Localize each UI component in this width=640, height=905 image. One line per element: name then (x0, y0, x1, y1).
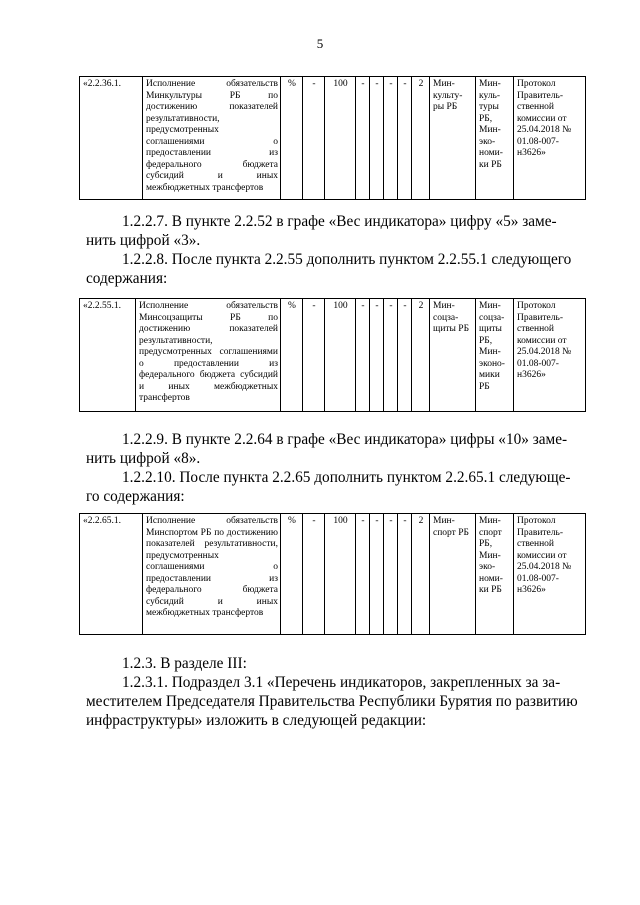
paragraph-line: местителем Председателя Правительства Республики Бурятия по развитию (86, 693, 578, 710)
weight-cell: 2 (412, 514, 430, 635)
paragraph-line: нить цифрой «8». (86, 450, 201, 467)
paragraph-line: го содержания: (86, 488, 185, 505)
paragraph-line: 1.2.3.1. Подраздел 3.1 «Перечень индикаторов, закрепленных за за- (122, 674, 561, 691)
weight-cell: 2 (412, 299, 430, 412)
co-executors-cell: Мин-спорт РБ, Мин-эко-номи-ки РБ (476, 514, 514, 635)
value-cell: - (303, 514, 325, 635)
value-cell: - (370, 77, 384, 200)
responsible-cell: Мин-культу-ры РБ (430, 77, 476, 200)
value-cell: - (398, 299, 412, 412)
indicator-table-2-2-55-1 (79, 298, 586, 412)
paragraph-line: 1.2.2.7. В пункте 2.2.52 в графе «Вес индикатора» цифру «5» заме- (122, 213, 557, 230)
amendment-paragraph (86, 430, 586, 506)
page-number: 5 (316, 36, 324, 51)
value-cell: - (356, 299, 370, 412)
indicator-table-2-2-65-1 (79, 513, 586, 635)
unit-cell: % (281, 77, 303, 200)
paragraph-line: 1.2.3. В разделе III: (122, 655, 247, 672)
paragraph-line: инфраструктуры» изложить в следующей редакции: (86, 712, 427, 729)
paragraph-line: 1.2.2.9. В пункте 2.2.64 в графе «Вес индикатора» цифры «10» заме- (122, 431, 568, 448)
value-cell: - (356, 514, 370, 635)
unit-cell: % (281, 514, 303, 635)
co-executors-cell: Мин-куль-туры РБ, Мин-эко-номи-ки РБ (476, 77, 514, 200)
indicator-table-2-2-36-1 (79, 76, 586, 200)
basis-document-cell: Протокол Правитель-ственной комиссии от 25.04.2018 № 01.08-007-н3626» (514, 514, 586, 635)
item-number-cell: «2.2.65.1. (80, 514, 143, 635)
paragraph-line: 1.2.2.8. После пункта 2.2.55 дополнить пунктом 2.2.55.1 следующего (122, 251, 572, 268)
co-executors-cell: Мин-соцза-щиты РБ, Мин-эконо-мики РБ (476, 299, 514, 412)
value-cell: 100 (325, 77, 356, 200)
value-cell: - (370, 514, 384, 635)
responsible-cell: Мин-спорт РБ (430, 514, 476, 635)
value-cell: - (384, 514, 398, 635)
item-number-cell: «2.2.36.1. (80, 77, 143, 200)
responsible-cell: Мин-соцза-щиты РБ (430, 299, 476, 412)
value-cell: - (370, 299, 384, 412)
paragraph-line: содержания: (86, 270, 168, 287)
weight-cell: 2 (412, 77, 430, 200)
indicator-name-cell: Исполнение обязательств Минсоцзащиты РБ по достижению показателей результативности, предусмотренных соглашениями о предоставлении из федерального бюджета субсидий и иных межбюджетных трансфертов (136, 299, 281, 412)
value-cell: - (384, 77, 398, 200)
value-cell: - (398, 514, 412, 635)
value-cell: - (303, 77, 325, 200)
value-cell: - (356, 77, 370, 200)
basis-document-cell: Протокол Правитель-ственной комиссии от 25.04.2018 № 01.08-007-н3626» (514, 77, 586, 200)
paragraph-line: 1.2.2.10. После пункта 2.2.65 дополнить пунктом 2.2.65.1 следующе- (122, 469, 571, 486)
amendment-paragraph (86, 212, 586, 288)
value-cell: - (303, 299, 325, 412)
basis-document-cell: Протокол Правитель-ственной комиссии от 25.04.2018 № 01.08-007-н3626» (514, 299, 586, 412)
unit-cell: % (281, 299, 303, 412)
indicator-name-cell: Исполнение обязательств Минспортом РБ по достижению показателей результативности, предусмотренных соглашениями о предоставлении из федерального бюджета субсидий и иных межбюджетных трансфертов (143, 514, 281, 635)
table-row (80, 514, 586, 635)
value-cell: 100 (325, 514, 356, 635)
table-row (80, 77, 586, 200)
table-row (80, 299, 586, 412)
indicator-name-cell: Исполнение обязательств Минкультуры РБ по достижению показателей результативности, предусмотренных соглашениями о предоставлении из федерального бюджета субсидий и иных межбюджетных трансфертов (143, 77, 281, 200)
paragraph-line: нить цифрой «3». (86, 232, 201, 249)
item-number-cell: «2.2.55.1. (80, 299, 136, 412)
value-cell: - (384, 299, 398, 412)
amendment-paragraph (86, 654, 586, 730)
value-cell: 100 (325, 299, 356, 412)
value-cell: - (398, 77, 412, 200)
